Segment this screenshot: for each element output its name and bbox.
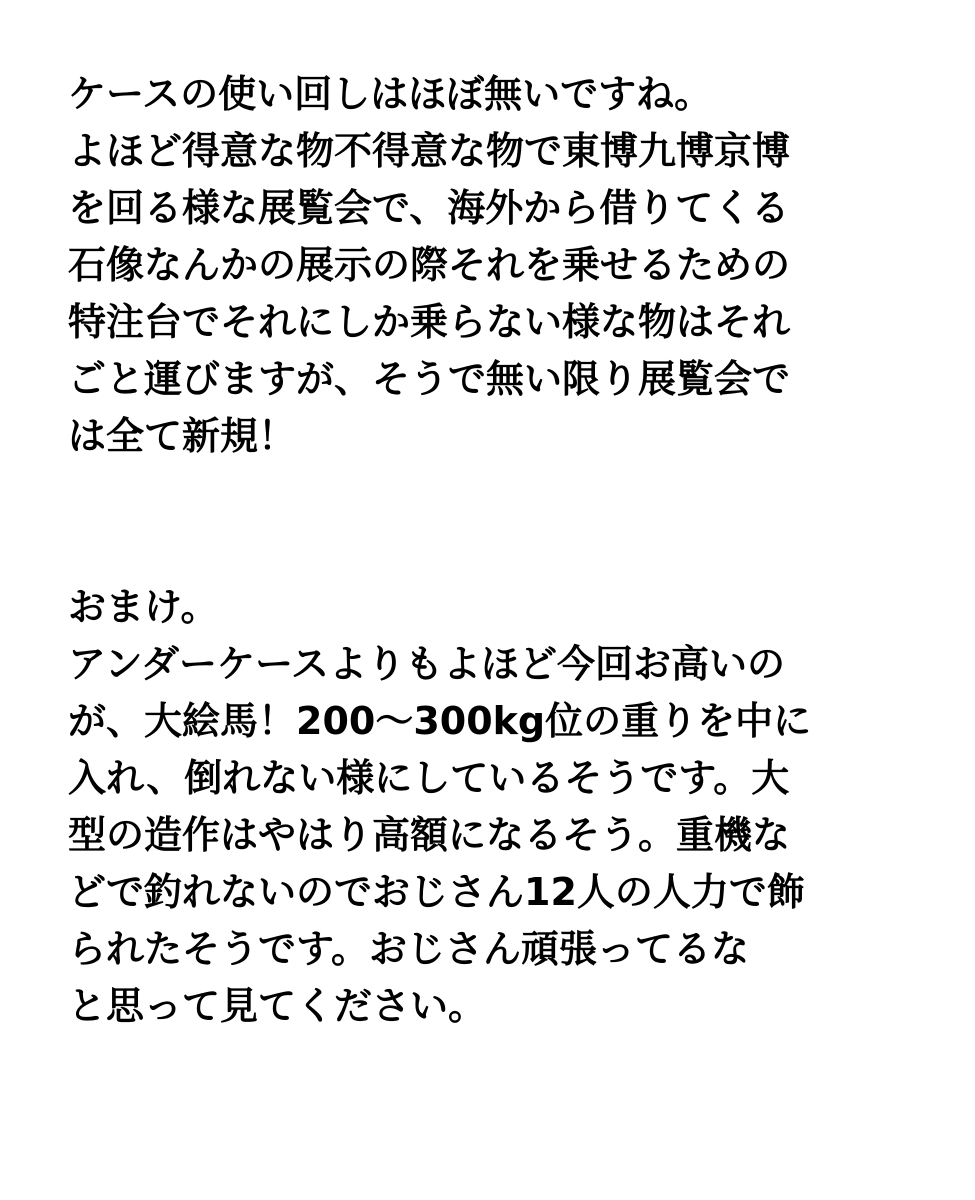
text-block — [68, 66, 948, 1035]
paragraph-line: 石像なんかの展示の際それを乗せるための — [68, 243, 791, 287]
paragraph-2 — [68, 579, 948, 1035]
paragraph-line: 入れ、倒れない様にしているそうです。大 — [68, 756, 790, 800]
paragraph-line: ケースの使い回しはほぼ無いですね。 — [68, 72, 713, 116]
paragraph-line: ごと運びますが、そうで無い限り展覧会で — [68, 357, 791, 401]
paragraph-line: おまけ。 — [68, 585, 219, 629]
paragraph-line: は全て新規！ — [68, 414, 297, 458]
paragraph-line: と思って見てください。 — [68, 984, 487, 1028]
paragraph-1 — [68, 66, 948, 465]
paragraph-line: を回る様な展覧会で、海外から借りてくる — [68, 186, 790, 230]
paragraph-line: どで釣れないのでおじさん12人の人力で飾 — [68, 870, 805, 914]
paragraph-line: 型の造作はやはり高額になるそう。重機な — [68, 813, 791, 857]
paragraph-line: が、大絵馬！200～300kg位の重りを中に — [68, 699, 812, 743]
paragraph-line: 特注台でそれにしか乗らない様な物はそれ — [68, 300, 791, 344]
paragraph-line: よほど得意な物不得意な物で東博九博京博 — [68, 129, 791, 173]
paragraph-line: アンダーケースよりもよほど今回お高いの — [68, 642, 786, 686]
paragraph-line: られたそうです。おじさん頑張ってるな — [68, 927, 749, 971]
paragraph-gap — [68, 465, 948, 579]
